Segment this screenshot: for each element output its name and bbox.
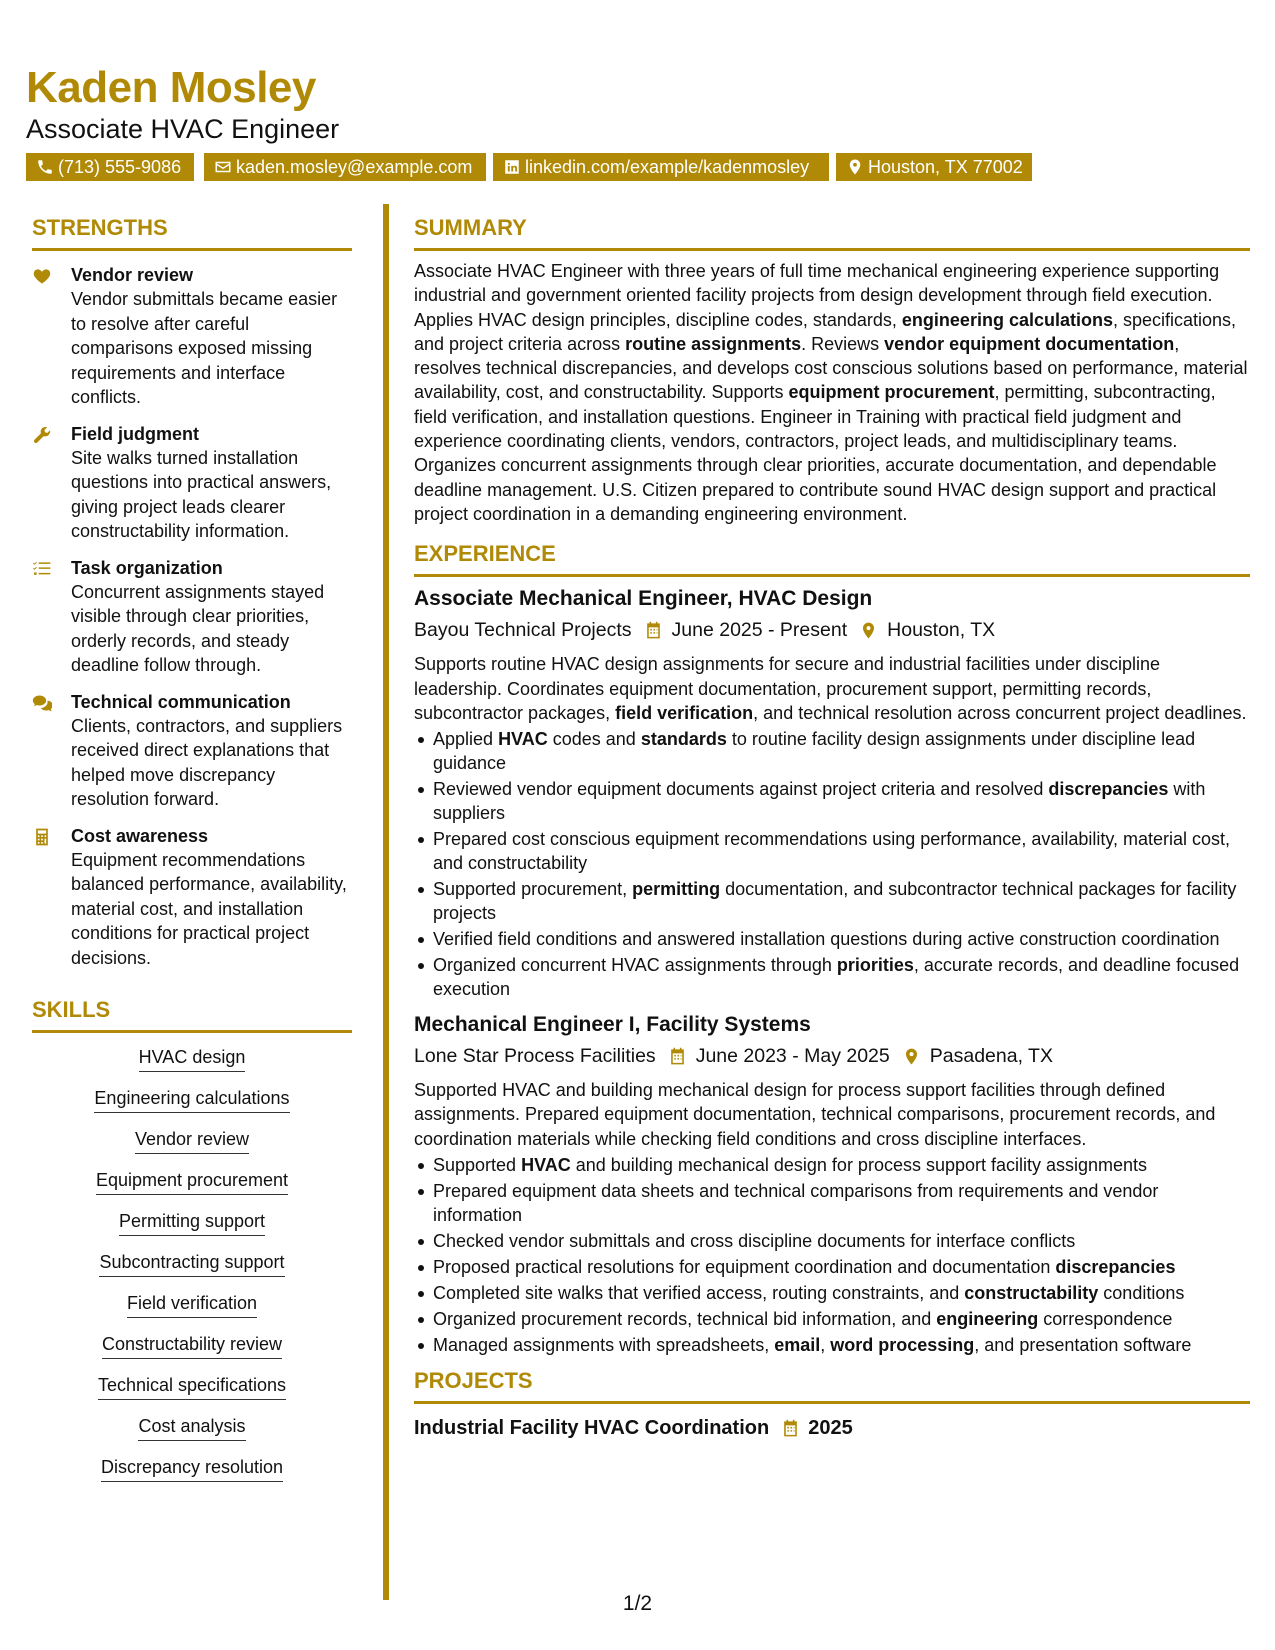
map-pin-icon	[859, 621, 878, 640]
project-title: Industrial Facility HVAC Coordination	[414, 1417, 770, 1440]
strength-title: Vendor review	[71, 265, 194, 285]
job-description: Supported HVAC and building mechanical design for process support facilities through defined assignments. Prepared equipment documentation, technical comparisons, procurement records, and coordination materials while checking field conditions and cross discipline interfaces.	[414, 1080, 1216, 1149]
calendar-icon	[781, 1419, 800, 1438]
skill-label: Field verification	[127, 1291, 257, 1318]
job-company: Lone Star Process Facilities	[414, 1045, 656, 1068]
projects-heading: PROJECTS	[414, 1367, 1250, 1404]
bullet-item: Checked vendor submittals and cross discipline documents for interface conflicts	[414, 1229, 1250, 1253]
skill-item	[32, 1291, 352, 1318]
strength-desc: Equipment recommendations balanced performance, availability, material cost, and installation conditions for practical project decisions.	[71, 849, 347, 968]
strength-title: Task organization	[71, 557, 223, 578]
strength-item	[32, 690, 352, 812]
skill-item	[32, 1250, 352, 1277]
contact-text: kaden.mosley@example.com	[236, 157, 473, 177]
skill-label: Equipment procurement	[96, 1168, 288, 1195]
summary-text: Associate HVAC Engineer with three years of full time mechanical engineering experience supporting industrial and government oriented facility projects from design development through field execution. Applies HVAC design principles, discipline codes, standards, engineering calculations, specifications, and project criteria across routine assignments. Reviews vendor equipment documentation, resolves technical discrepancies, and develops cost conscious solutions based on performance, material availability, cost, and constructability. Supports equipment procurement, permitting, subcontracting, field verification, and installation questions. Engineer in Training with practical field judgment and experience coordinating clients, vendors, contractors, project leads, and multidisciplinary teams. Organizes concurrent assignments through clear priorities, accurate documentation, and dependable deadline management. U.S. Citizen prepared to contribute sound HVAC design support and practical project coordination in a demanding engineering environment.	[414, 261, 1248, 524]
job-dates: June 2023 - May 2025	[695, 1045, 890, 1068]
job-entry	[414, 1011, 1250, 1357]
job-meta	[414, 616, 1250, 644]
skill-item	[32, 1209, 352, 1236]
job-title: Associate Mechanical Engineer, HVAC Design	[414, 587, 873, 611]
job-bullets	[414, 727, 1250, 1001]
skill-label: Constructability review	[102, 1332, 282, 1359]
map-pin-icon	[902, 1047, 921, 1066]
candidate-title: Associate HVAC Engineer	[26, 114, 340, 144]
strengths-heading: STRENGTHS	[32, 214, 352, 251]
contact-email[interactable]	[204, 153, 486, 181]
strength-item	[32, 556, 352, 678]
skill-label: HVAC design	[139, 1045, 246, 1072]
skill-label: Technical specifications	[98, 1373, 286, 1400]
envelope-icon	[214, 158, 232, 176]
strength-item	[32, 824, 352, 971]
linkedin-icon	[503, 158, 521, 176]
wrench-icon	[32, 425, 54, 447]
strength-title: Field judgment	[71, 423, 199, 444]
job-bullets	[414, 1153, 1250, 1357]
phone-icon	[36, 158, 54, 176]
bullet-item: Supported procurement, permitting documentation, and subcontractor technical packages for facility projects	[414, 877, 1250, 925]
job-title: Mechanical Engineer I, Facility Systems	[414, 1013, 811, 1037]
skill-item	[32, 1127, 352, 1154]
job-company: Bayou Technical Projects	[414, 619, 632, 642]
skill-label: Engineering calculations	[94, 1086, 289, 1113]
skill-item	[32, 1414, 352, 1441]
strength-desc: Site walks turned installation questions into practical answers, giving project leads clearer constructability information.	[71, 447, 332, 541]
experience-heading: EXPERIENCE	[414, 540, 1250, 577]
skill-item	[32, 1168, 352, 1195]
skill-item	[32, 1373, 352, 1400]
checklist-icon	[32, 559, 54, 581]
strength-title: Cost awareness	[71, 825, 209, 846]
skills-list	[32, 1045, 352, 1482]
contact-linkedin[interactable]	[493, 153, 829, 181]
bullet-item: Prepared cost conscious equipment recommendations using performance, availability, material cost, and constructability	[414, 827, 1250, 875]
strength-desc: Clients, contractors, and suppliers received direct explanations that helped move discrepancy resolution forward.	[71, 715, 343, 809]
job-dates: June 2025 - Present	[671, 619, 848, 642]
contact-phone[interactable]	[26, 153, 194, 181]
summary-heading: SUMMARY	[414, 214, 1250, 251]
job-entry	[414, 585, 1250, 1001]
contact-location	[836, 153, 1032, 181]
bullet-item: Verified field conditions and answered installation questions during active construction coordination	[414, 927, 1250, 951]
job-meta	[414, 1042, 1250, 1070]
skill-item	[32, 1086, 352, 1113]
skill-label: Permitting support	[119, 1209, 265, 1236]
skill-label: Subcontracting support	[99, 1250, 284, 1277]
strength-item	[32, 422, 352, 544]
skill-label: Vendor review	[135, 1127, 249, 1154]
heart-icon	[32, 266, 54, 288]
bullet-item: Reviewed vendor equipment documents against project criteria and resolved discrepancies with suppliers	[414, 777, 1250, 825]
strength-desc: Vendor submittals became easier to resolve after careful comparisons exposed missing requirements and interface conflicts.	[71, 289, 338, 407]
strength-item	[32, 263, 352, 410]
calendar-icon	[644, 621, 663, 640]
bullet-item: Completed site walks that verified access, routing constraints, and constructability conditions	[414, 1281, 1250, 1305]
calendar-icon	[668, 1047, 687, 1066]
contact-text: Houston, TX 77002	[868, 157, 1023, 177]
strength-title: Technical communication	[71, 691, 291, 712]
page-number: 1/2	[622, 1592, 653, 1615]
bullet-item: Proposed practical resolutions for equipment coordination and documentation discrepancies	[414, 1255, 1250, 1279]
skill-label: Cost analysis	[138, 1414, 245, 1441]
job-location: Pasadena, TX	[929, 1045, 1053, 1068]
skill-item	[32, 1045, 352, 1072]
left-column	[32, 214, 352, 1496]
bullet-item: Applied HVAC codes and standards to routine facility design assignments under discipline lead guidance	[414, 727, 1250, 775]
bullet-item: Managed assignments with spreadsheets, email, word processing, and presentation software	[414, 1333, 1250, 1357]
calculator-icon	[32, 827, 54, 849]
project-entry	[414, 1414, 1250, 1442]
column-divider	[383, 204, 389, 1600]
skills-heading: SKILLS	[32, 996, 352, 1033]
skill-item	[32, 1455, 352, 1482]
project-year: 2025	[808, 1417, 853, 1440]
strength-desc: Concurrent assignments stayed visible through clear priorities, orderly records, and steady deadline follow through.	[71, 581, 325, 675]
contact-text: linkedin.com/example/kadenmosley	[525, 157, 810, 177]
job-location: Houston, TX	[887, 619, 996, 642]
bullet-item: Organized procurement records, technical bid information, and engineering correspondence	[414, 1307, 1250, 1331]
bullet-item: Prepared equipment data sheets and technical comparisons from requirements and vendor information	[414, 1179, 1250, 1227]
bullet-item: Supported HVAC and building mechanical design for process support facility assignments	[414, 1153, 1250, 1177]
contact-text: (713) 555-9086	[58, 157, 182, 177]
job-description: Supports routine HVAC design assignments for secure and industrial facilities under discipline leadership. Coordinates equipment documentation, procurement support, permitting records, subcontractor packages, field verification, and technical resolution across concurrent project deadlines.	[414, 654, 1247, 723]
bullet-item: Organized concurrent HVAC assignments through priorities, accurate records, and deadline focused execution	[414, 953, 1250, 1001]
map-pin-icon	[846, 158, 864, 176]
skill-item	[32, 1332, 352, 1359]
chat-bubbles-icon	[32, 693, 54, 715]
candidate-name: Kaden Mosley	[26, 63, 316, 112]
skill-label: Discrepancy resolution	[101, 1455, 283, 1482]
right-column	[414, 214, 1250, 1442]
